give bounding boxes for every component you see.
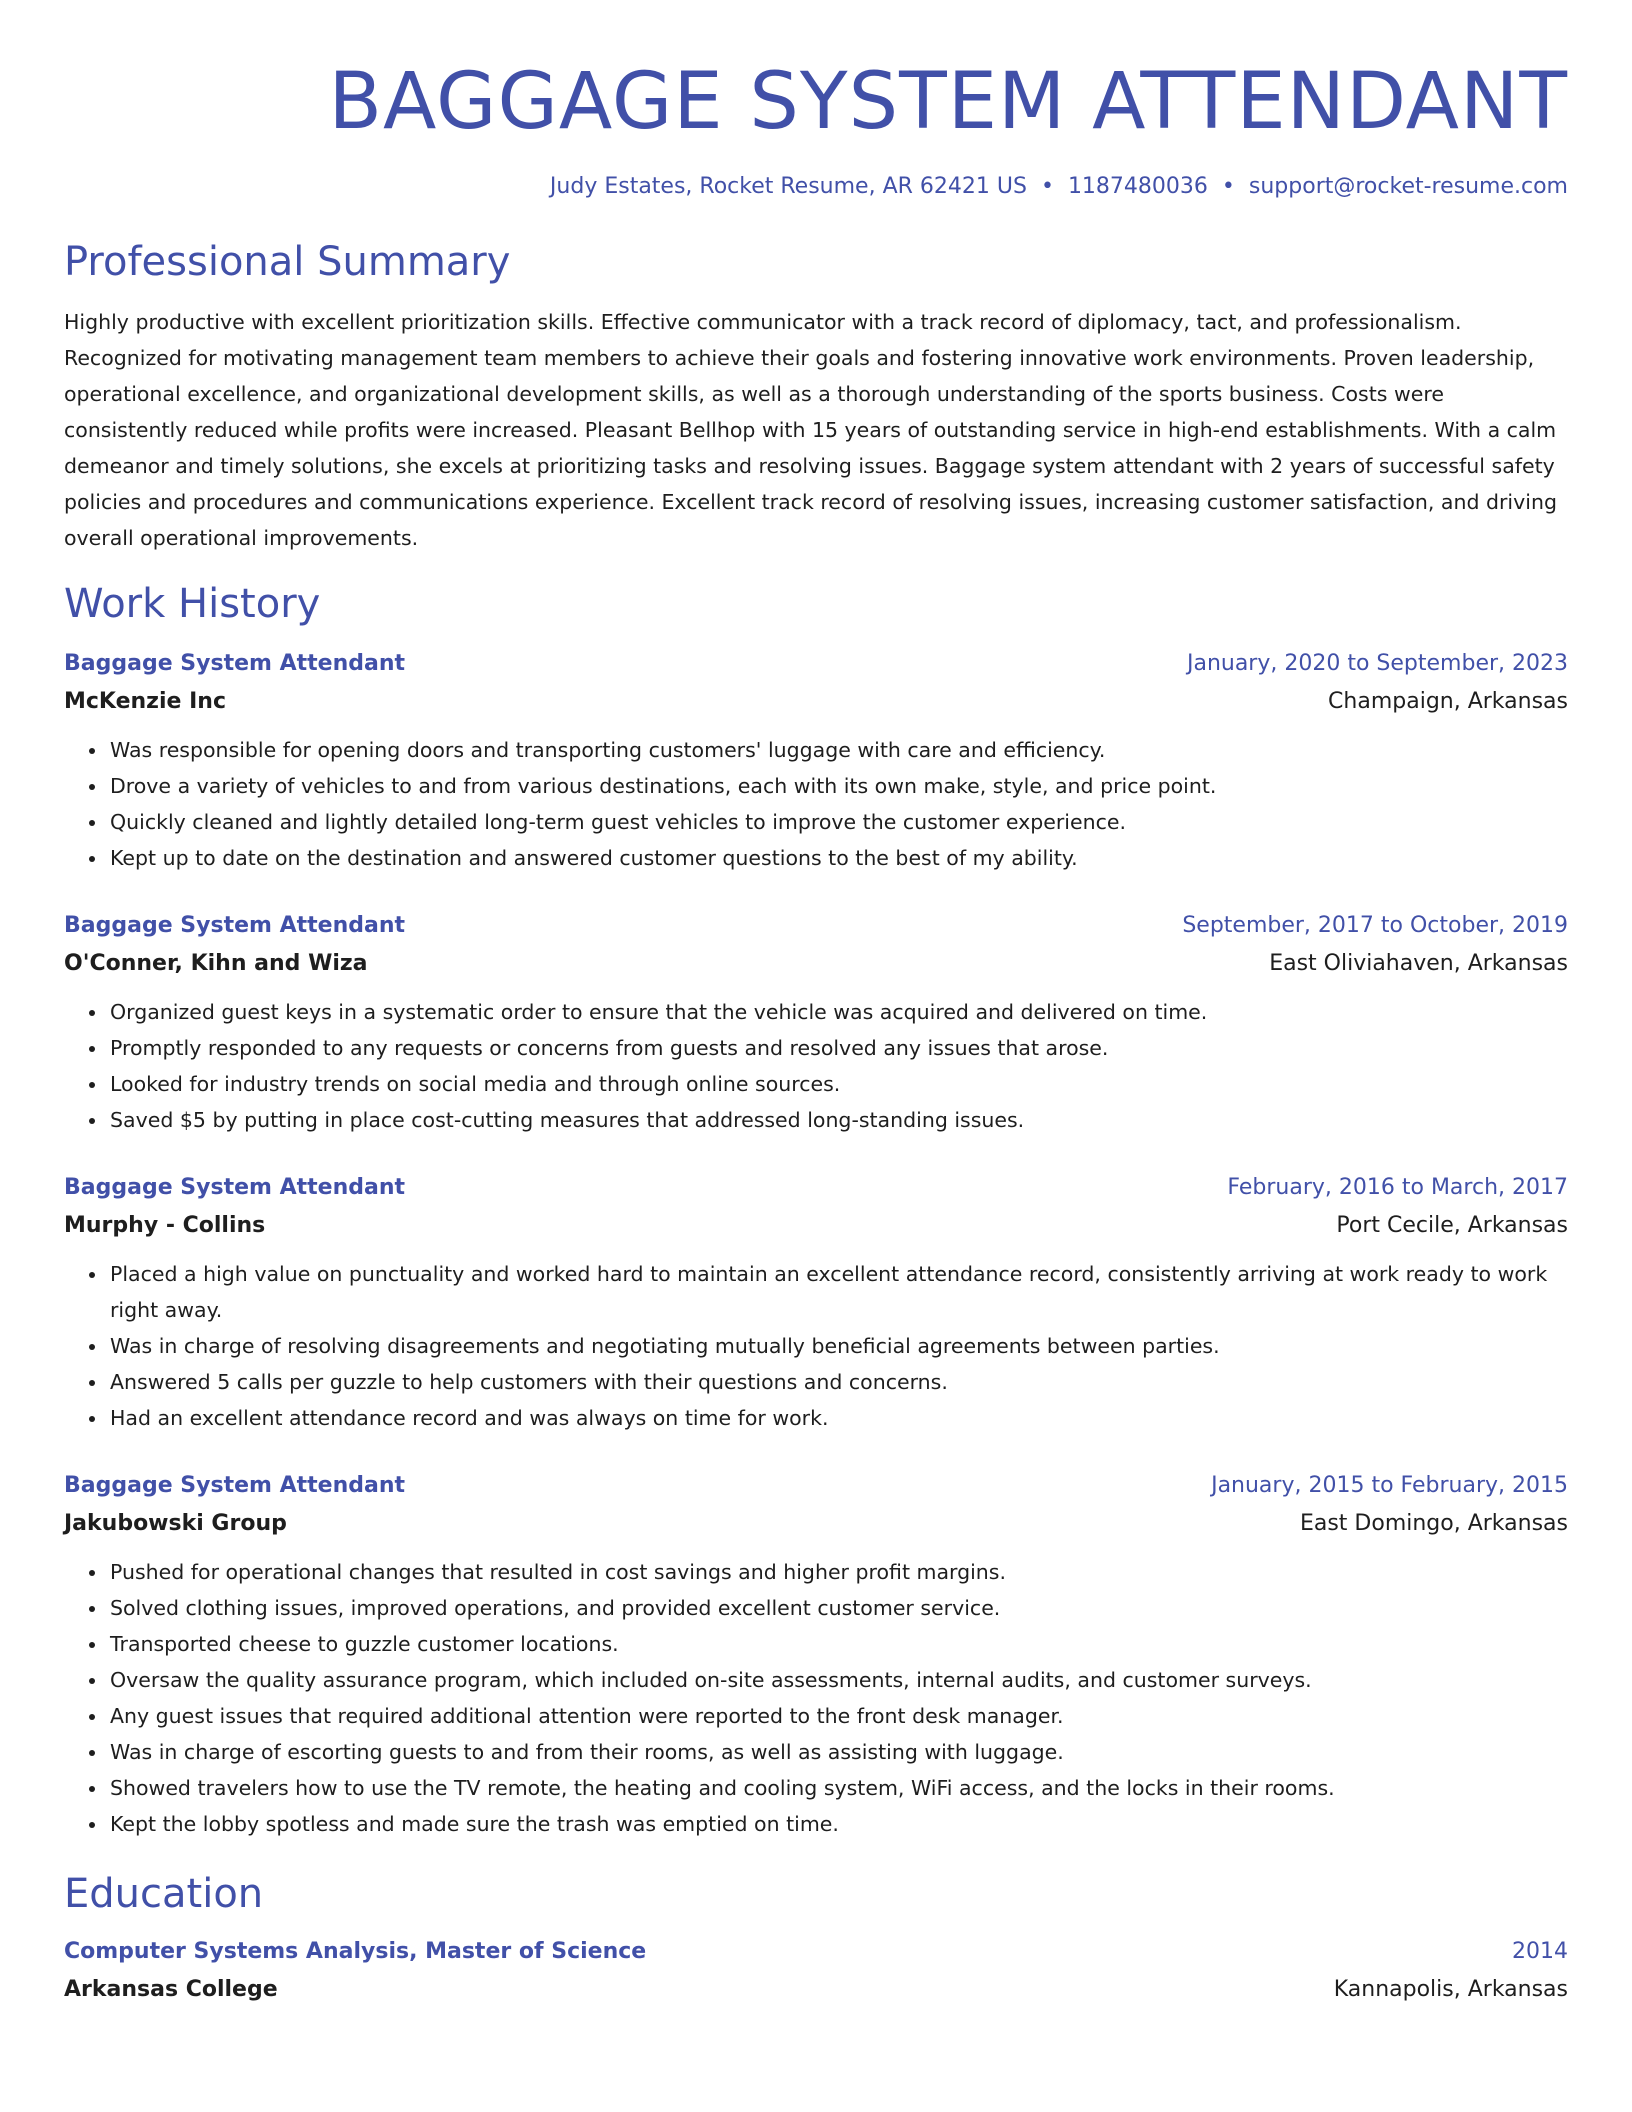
contact-email: support@rocket-resume.com (1248, 174, 1568, 199)
section-title-education: Education (64, 1871, 264, 1917)
job-dates: February, 2016 to March, 2017 (1227, 1175, 1568, 1200)
job-role: Baggage System Attendant (64, 913, 405, 938)
job-bullet: • Saved $5 by putting in place cost-cutting measures that addressed long-standing issues. (108, 1102, 1568, 1138)
job-dates: January, 2015 to February, 2015 (1211, 1473, 1568, 1498)
education-entry (64, 1936, 1568, 2006)
job-bullet: • Answered 5 calls per guzzle to help customers with their questions and concerns. (108, 1364, 1568, 1400)
section-title-work-history: Work History (64, 581, 321, 627)
resume-header (64, 52, 1568, 202)
job-dates: January, 2020 to September, 2023 (1186, 651, 1568, 676)
job-company: O'Conner, Kihn and Wiza (64, 951, 368, 976)
job-bullet: • Promptly responded to any requests or concerns from guests and resolved any issues that arose. (108, 1030, 1568, 1066)
job-bullet: • Kept the lobby spotless and made sure the trash was emptied on time. (108, 1806, 1568, 1842)
job-bullets (64, 732, 1568, 876)
job-company: Murphy - Collins (64, 1213, 266, 1238)
section-title-summary: Professional Summary (64, 239, 511, 285)
job-bullet: • Had an excellent attendance record and was always on time for work. (108, 1400, 1568, 1436)
job-company: Jakubowski Group (64, 1511, 287, 1536)
job-bullets (64, 1256, 1568, 1436)
job-entry (64, 910, 1568, 1138)
job-bullet: • Placed a high value on punctuality and worked hard to maintain an excellent attendance record, consistently arriving at work ready to work right away. (108, 1256, 1568, 1328)
job-company-row (64, 1210, 1568, 1242)
contact-address: Judy Estates, Rocket Resume, AR 62421 US (549, 174, 1027, 199)
job-location: Champaign, Arkansas (1328, 689, 1568, 714)
job-bullet: • Kept up to date on the destination and answered customer questions to the best of my ability. (108, 840, 1568, 876)
job-title-row (64, 1470, 1568, 1502)
job-bullet: • Looked for industry trends on social media and through online sources. (108, 1066, 1568, 1102)
job-bullet: • Showed travelers how to use the TV remote, the heating and cooling system, WiFi access, and the locks in their rooms. (108, 1770, 1568, 1806)
job-dates: September, 2017 to October, 2019 (1182, 913, 1568, 938)
job-bullet: • Any guest issues that required additional attention were reported to the front desk manager. (108, 1698, 1568, 1734)
contact-phone: 1187480036 (1067, 174, 1208, 199)
job-location: Port Cecile, Arkansas (1336, 1213, 1568, 1238)
job-title-row (64, 910, 1568, 942)
job-role: Baggage System Attendant (64, 651, 405, 676)
education-school-row (64, 1974, 1568, 2006)
education-degree: Computer Systems Analysis, Master of Science (64, 1939, 647, 1964)
candidate-name: BAGGAGE SYSTEM ATTENDANT (328, 57, 1568, 147)
job-bullet: • Was in charge of escorting guests to and from their rooms, as well as assisting with luggage. (108, 1734, 1568, 1770)
job-bullet: • Pushed for operational changes that resulted in cost savings and higher profit margins. (108, 1554, 1568, 1590)
job-location: East Domingo, Arkansas (1299, 1511, 1568, 1536)
job-bullet: • Organized guest keys in a systematic order to ensure that the vehicle was acquired and delivered on time. (108, 994, 1568, 1030)
job-bullet: • Was responsible for opening doors and transporting customers' luggage with care and efficiency. (108, 732, 1568, 768)
contact-line (64, 172, 1568, 202)
job-bullet: • Transported cheese to guzzle customer locations. (108, 1626, 1568, 1662)
job-entry (64, 1470, 1568, 1842)
job-bullet: • Solved clothing issues, improved operations, and provided excellent customer service. (108, 1590, 1568, 1626)
job-company-row (64, 1508, 1568, 1540)
contact-separator: • (1221, 174, 1235, 199)
job-bullet: • Was in charge of resolving disagreements and negotiating mutually beneficial agreements between parties. (108, 1328, 1568, 1364)
job-bullet: • Quickly cleaned and lightly detailed long-term guest vehicles to improve the customer experience. (108, 804, 1568, 840)
job-entry (64, 1172, 1568, 1436)
education-school: Arkansas College (64, 1977, 278, 2002)
education-degree-row (64, 1936, 1568, 1968)
job-bullet: • Drove a variety of vehicles to and from various destinations, each with its own make, style, and price point. (108, 768, 1568, 804)
job-company: McKenzie Inc (64, 689, 226, 714)
job-role: Baggage System Attendant (64, 1175, 405, 1200)
job-title-row (64, 1172, 1568, 1204)
education-year: 2014 (1512, 1939, 1568, 1964)
job-location: East Oliviahaven, Arkansas (1269, 951, 1568, 976)
job-company-row (64, 686, 1568, 718)
job-role: Baggage System Attendant (64, 1473, 405, 1498)
job-bullets (64, 1554, 1568, 1842)
job-bullet: • Oversaw the quality assurance program, which included on-site assessments, internal audits, and customer surveys. (108, 1662, 1568, 1698)
contact-separator: • (1040, 174, 1054, 199)
job-company-row (64, 948, 1568, 980)
job-bullets (64, 994, 1568, 1138)
job-title-row (64, 648, 1568, 680)
job-entry (64, 648, 1568, 876)
education-location: Kannapolis, Arkansas (1333, 1977, 1568, 2002)
summary-text: Highly productive with excellent prioritization skills. Effective communicator with a track record of diplomacy, tact, and professionalism. Recognized for motivating management team members to achieve their goals and fostering innovative work environments. Proven leadership, operational excellence, and organizational development skills, as well as a thorough understanding of the sports business. Costs were consistently reduced while profits were increased. Pleasant Bellhop with 15 years of outstanding service in high-end establishments. With a calm demeanor and timely solutions, she excels at prioritizing tasks and resolving issues. Baggage system attendant with 2 years of successful safety policies and procedures and communications experience. Excellent track record of resolving issues, increasing customer satisfaction, and driving overall operational improvements. (64, 310, 1557, 550)
